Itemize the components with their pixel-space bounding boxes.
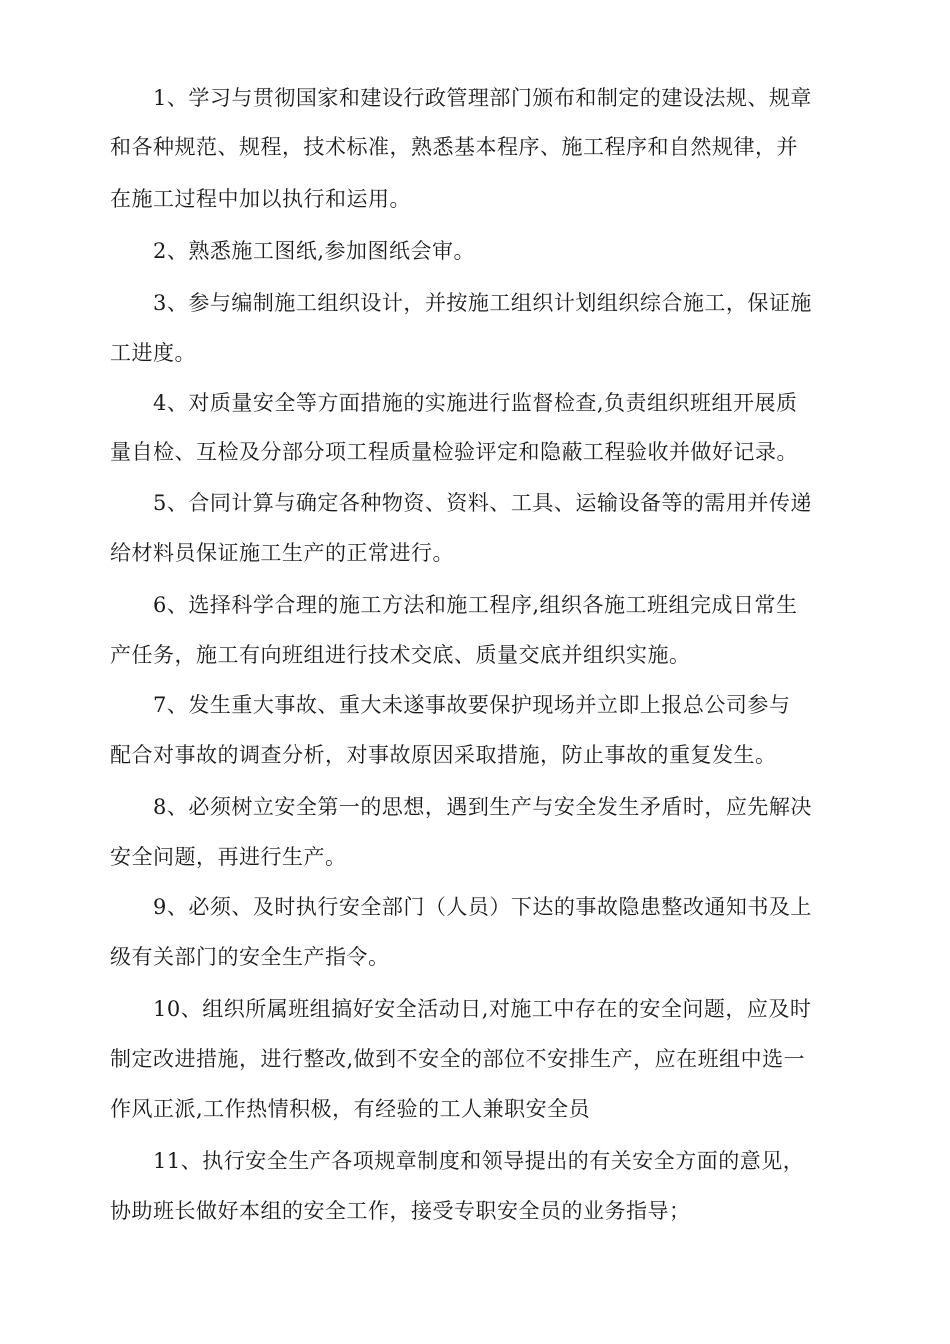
text-line: 量自检、互检及分部分项工程质量检验评定和隐蔽工程验收并做好记录。	[110, 440, 798, 464]
text-line: 工进度。	[110, 341, 196, 365]
text-line: 和各种规范、规程，技术标准，熟悉基本程序、施工程序和自然规律，并	[110, 135, 798, 159]
text-line: 9、必须、及时执行安全部门（人员）下达的事故隐患整改通知书及上	[153, 895, 812, 919]
text-line: 5、合同计算与确定各种物资、资料、工具、运输设备等的需用并传递	[153, 491, 812, 515]
text-line: 给材料员保证施工生产的正常进行。	[110, 541, 454, 565]
text-line: 制定改进措施，进行整改,做到不安全的部位不安排生产，应在班组中选一	[110, 1047, 806, 1071]
text-line: 在施工过程中加以执行和运用。	[110, 187, 411, 211]
text-line: 协助班长做好本组的安全工作，接受专职安全员的业务指导；	[110, 1199, 691, 1223]
text-line: 配合对事故的调查分析，对事故原因采取措施，防止事故的重复发生。	[110, 743, 777, 767]
text-line: 安全问题，再进行生产。	[110, 845, 347, 869]
text-line: 6、选择科学合理的施工方法和施工程序,组织各施工班组完成日常生	[153, 593, 798, 617]
text-line: 10、组织所属班组搞好安全活动日,对施工中存在的安全问题，应及时	[153, 997, 812, 1021]
text-line: 11、执行安全生产各项规章制度和领导提出的有关安全方面的意见，	[153, 1149, 805, 1173]
text-line: 4、对质量安全等方面措施的实施进行监督检查,负责组织班组开展质	[153, 391, 798, 415]
text-line: 7、发生重大事故、重大未遂事故要保护现场并立即上报总公司参与	[153, 693, 791, 717]
text-line: 产任务，施工有向班组进行技术交底、质量交底并组织实施。	[110, 643, 691, 667]
text-line: 2、熟悉施工图纸,参加图纸会审。	[153, 239, 476, 263]
text-line: 级有关部门的安全生产指令。	[110, 945, 390, 969]
text-line: 8、必须树立安全第一的思想，遇到生产与安全发生矛盾时，应先解决	[153, 795, 812, 819]
text-line: 作风正派,工作热情积极，有经验的工人兼职安全员	[110, 1097, 591, 1121]
text-line: 1、学习与贯彻国家和建设行政管理部门颁布和制定的建设法规、规章	[153, 86, 812, 110]
text-line: 3、参与编制施工组织设计，并按施工组织计划组织综合施工，保证施	[153, 291, 812, 315]
